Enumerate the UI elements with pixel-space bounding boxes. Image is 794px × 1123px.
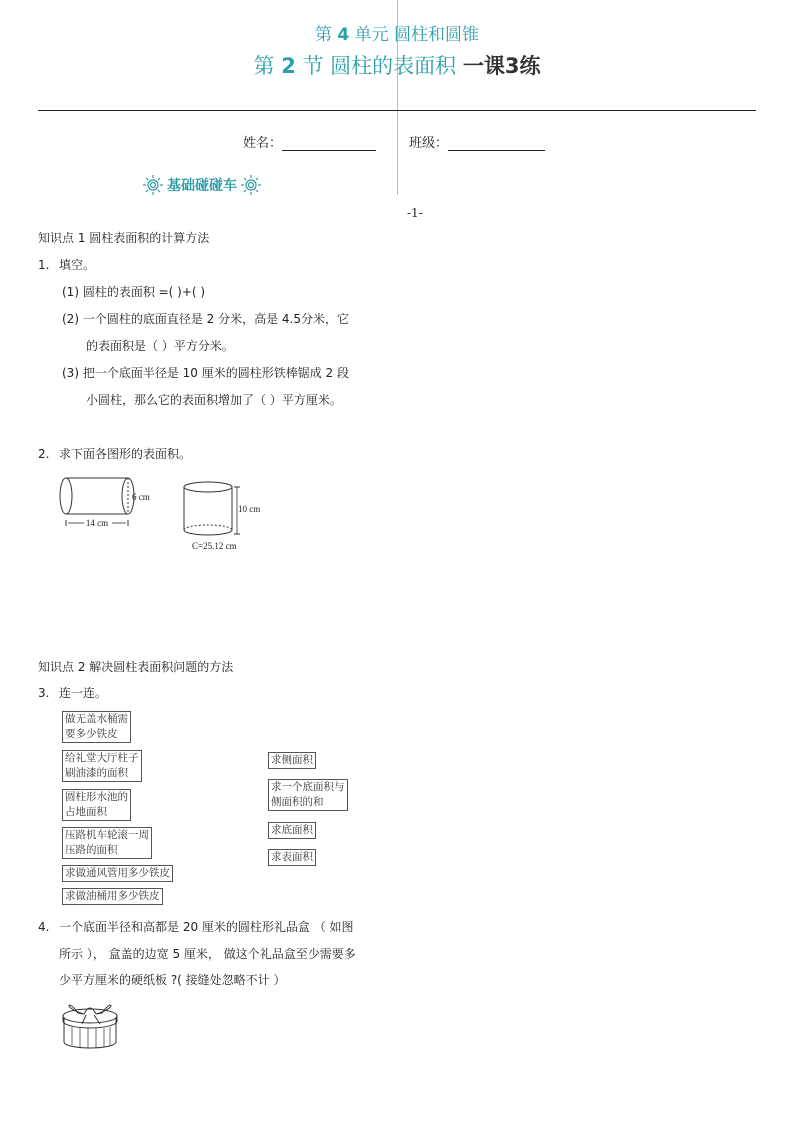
q2-num: 2. [38,447,50,461]
header-divider [38,110,756,111]
class-label: 班级： [409,136,449,151]
q1-item-2-cont: 的表面积是（ ）平方分米。 [86,339,234,353]
match-right-item[interactable]: 求侧面积 [268,752,316,769]
q2-text: 求下面各图形的表面积。 [59,447,192,461]
match-right-item[interactable]: 求一个底面积与 侧面积的和 [268,779,348,811]
q1-item-1: (1) 圆柱的表面积 =( )+( ) [62,285,206,299]
name-field[interactable] [243,132,376,151]
match-left-item[interactable]: 求做通风管用多少铁皮 [62,865,173,882]
fig2-circumference-label: C=25.12 cm [192,541,237,551]
match-right-item[interactable]: 求底面积 [268,822,316,839]
fig1-length-label: 14 cm [85,518,109,528]
fig1-diameter-label: 6 cm [132,492,150,502]
q4-line-2: 所示 ）， 盒盖的边宽 5 厘米， 做这个礼品盒至少需要多 [59,947,356,961]
sun-icon [142,174,164,196]
horizontal-cylinder-figure [56,474,162,534]
gift-box-icon [58,994,122,1050]
q4-num: 4. [38,920,50,934]
name-blank[interactable] [282,136,376,151]
sun-icon [240,174,262,196]
match-left-item[interactable]: 求做油桶用多少铁皮 [62,888,163,905]
class-field[interactable] [409,132,545,151]
q1-item-3-cont: 小圆柱，那么它的表面积增加了（ ）平方厘米。 [86,393,342,407]
class-blank[interactable] [448,136,545,151]
q3-text: 连一连。 [59,686,108,700]
match-left-item[interactable]: 压路机车轮滚一周 压路的面积 [62,827,152,859]
kp2-title: 知识点 2 解决圆柱表面积问题的方法 [38,660,234,674]
q1-item-3: (3) 把一个底面半径是 10 厘米的圆柱形铁棒锯成 2 段 [62,366,349,380]
q4-line-1: 一个底面半径和高都是 20 厘米的圆柱形礼品盒 （ 如图 [59,920,354,934]
q1-item-2: (2) 一个圆柱的底面直径是 2 分米，高是 4.5分米，它 [62,312,349,326]
fig2-height-label: 10 cm [238,504,261,514]
match-left-item[interactable]: 圆柱形水池的 占地面积 [62,789,131,821]
page-number: -1- [407,206,423,220]
banner-text: 基础碰碰车 [167,178,237,194]
section-banner [142,174,262,196]
section-title: 第 2 节 圆柱的表面积 一课3练 [253,54,541,78]
kp1-title: 知识点 1 圆柱表面积的计算方法 [38,231,210,245]
practice-label: 一课3练 [462,54,541,78]
q1-text: 填空。 [59,258,96,272]
q1-num: 1. [38,258,50,272]
vertical-cylinder-figure [180,478,270,554]
unit-title: 第 4 单元 圆柱和圆锥 [314,25,480,45]
match-right-item[interactable]: 求表面积 [268,849,316,866]
q3-num: 3. [38,686,50,700]
match-left-item[interactable]: 做无盖水桶需 要多少铁皮 [62,711,131,743]
q4-line-3: 少平方厘米的硬纸板 ?( 接缝处忽略不计 ） [59,973,286,987]
match-left-item[interactable]: 给礼堂大厅柱子 刷油漆的面积 [62,750,142,782]
name-label: 姓名： [243,136,283,151]
